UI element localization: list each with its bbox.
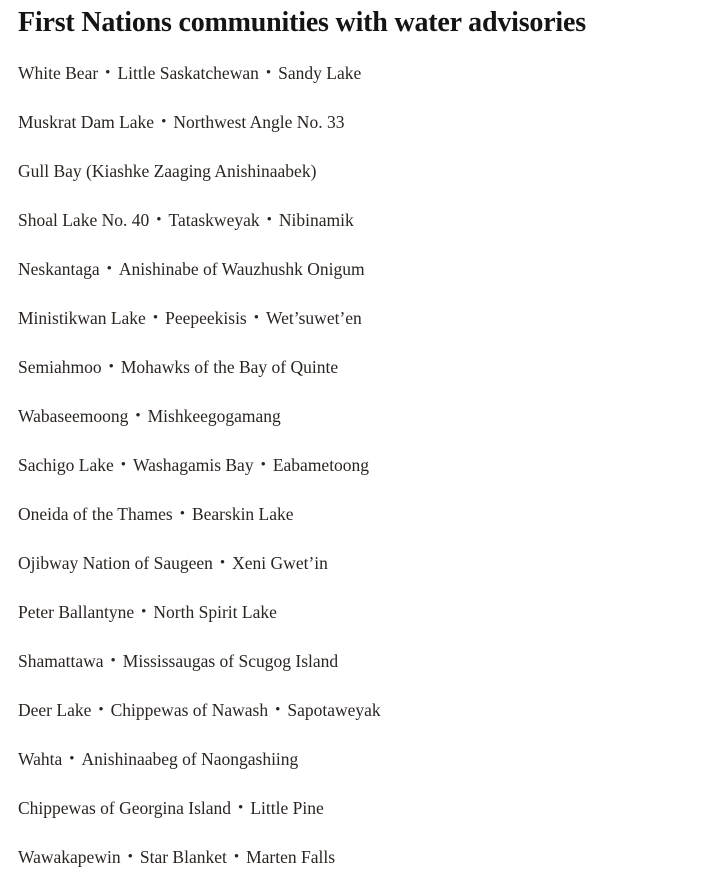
community-name: Peter Ballantyne [18,601,135,622]
community-name: Shamattawa [18,650,104,671]
bullet-separator: • [69,750,75,767]
bullet-separator: • [152,309,159,326]
advisory-row [18,342,686,391]
advisory-row [18,97,686,146]
community-name: Ojibway Nation of Saugeen [18,552,213,573]
advisory-row [18,489,686,538]
community-name: Mohawks of the Bay of Quinte [120,356,339,377]
community-name: Peepeekisis [165,307,247,328]
community-name: Ministikwan Lake [18,307,146,328]
community-name: Sapotaweyak [287,699,381,720]
advisory-row [18,587,686,636]
community-name: Sachigo Lake [18,454,114,475]
community-name: Gull Bay (Kiashke Zaaging Anishinaabek) [18,160,317,181]
bullet-separator: • [265,64,272,81]
advisory-row [18,538,686,587]
community-name: Sandy Lake [278,62,362,83]
community-name: Wabaseemoong [18,405,129,426]
advisory-row [18,783,686,832]
community-name: Northwest Angle No. 33 [173,111,345,132]
community-name: Chippewas of Georgina Island [18,797,232,818]
community-name: Star Blanket [139,846,227,867]
page-title: First Nations communities with water advisories [18,7,586,38]
community-name: White Bear [18,62,99,83]
bullet-separator: • [161,113,167,130]
community-name: Eabametoong [272,454,370,475]
advisory-row [18,832,686,881]
bullet-separator: • [238,799,244,816]
advisory-list [18,48,686,881]
bullet-separator: • [233,848,240,865]
community-name: Marten Falls [246,846,336,867]
bullet-separator: • [105,64,111,81]
community-name: Chippewas of Nawash [110,699,269,720]
bullet-separator: • [106,260,112,277]
community-name: Anishinaabeg of Naongashiing [81,748,299,769]
community-name: Wet’suwet’en [266,307,362,328]
bullet-separator: • [135,407,141,424]
community-name: Nibinamik [278,209,354,230]
community-name: Wawakapewin [18,846,121,867]
community-name: Tataskweyak [168,209,260,230]
advisory-row [18,391,686,440]
community-name: Washagamis Bay [133,454,254,475]
community-name: Mississaugas of Scugog Island [122,650,339,671]
community-name: North Spirit Lake [153,601,277,622]
advisory-row [18,734,686,783]
bullet-separator: • [98,701,104,718]
advisory-row [18,195,686,244]
community-name: Little Pine [250,797,324,818]
bullet-separator: • [127,848,133,865]
bullet-separator: • [266,211,272,228]
community-name: Neskantaga [18,258,100,279]
bullet-separator: • [275,701,281,718]
community-name: Deer Lake [18,699,92,720]
bullet-separator: • [219,554,226,571]
advisory-row [18,146,686,195]
bullet-separator: • [120,456,126,473]
advisory-row [18,440,686,489]
community-name: Mishkeegogamang [147,405,281,426]
bullet-separator: • [253,309,260,326]
bullet-separator: • [141,603,147,620]
community-name: Oneida of the Thames [18,503,173,524]
advisory-row [18,685,686,734]
community-name: Little Saskatchewan [117,62,259,83]
advisory-row [18,636,686,685]
community-name: Bearskin Lake [191,503,294,524]
community-name: Wahta [18,748,63,769]
bullet-separator: • [179,505,185,522]
advisory-row [18,293,686,342]
advisory-row [18,48,686,97]
advisory-row [18,244,686,293]
community-name: Anishinabe of Wauzhushk Onigum [118,258,365,279]
community-name: Muskrat Dam Lake [18,111,155,132]
community-name: Semiahmoo [18,356,102,377]
community-name: Shoal Lake No. 40 [18,209,150,230]
community-name: Xeni Gwet’in [232,552,328,573]
bullet-separator: • [156,211,162,228]
bullet-separator: • [108,358,114,375]
bullet-separator: • [260,456,266,473]
bullet-separator: • [110,652,116,669]
